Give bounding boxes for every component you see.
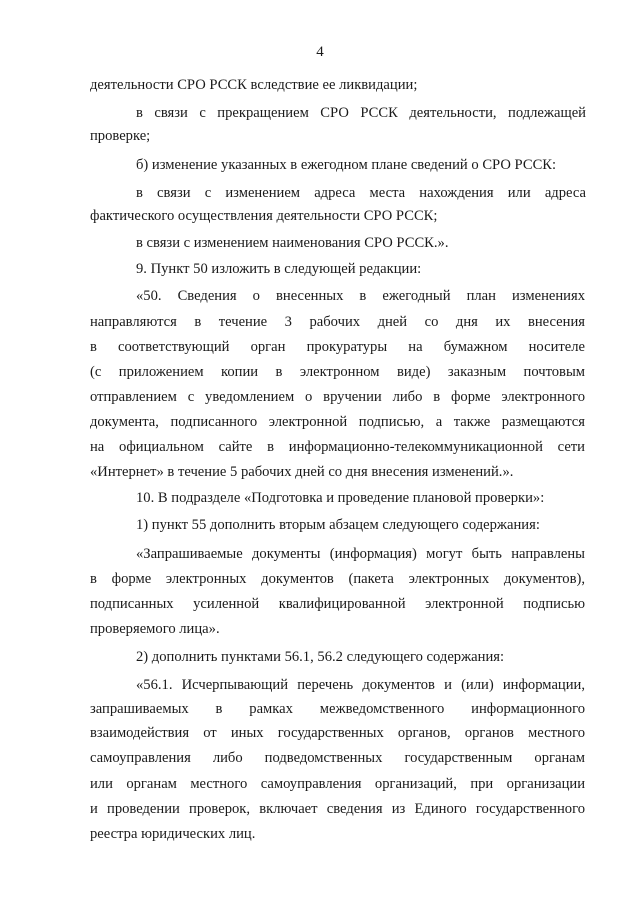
text-line: или органам местного самоуправления организаций, при организации <box>90 776 585 792</box>
text-line: в связи с изменением наименования СРО РССК.». <box>136 235 449 251</box>
text-line: подписанных усиленной квалифицированной электронной подписью <box>90 596 585 612</box>
text-line: проверяемого лица». <box>90 621 220 637</box>
text-line: 9. Пункт 50 изложить в следующей редакции: <box>136 261 422 277</box>
text-line: 10. В подразделе «Подготовка и проведение плановой проверки»: <box>136 490 545 506</box>
text-line: отправлением с уведомлением о вручении либо в форме электронного <box>90 389 585 405</box>
text-line: (с приложением копии в электронном виде) заказным почтовым <box>90 364 585 380</box>
text-line: фактического осуществления деятельности СРО РССК; <box>90 208 438 224</box>
text-line: запрашиваемых в рамках межведомственного информационного <box>90 701 585 717</box>
text-line: на официальном сайте в информационно-телекоммуникационной сети <box>90 439 585 455</box>
text-line: взаимодействия от иных государственных органов, органов местного <box>90 725 585 741</box>
text-line: 1) пункт 55 дополнить вторым абзацем следующего содержания: <box>136 517 540 533</box>
text-line: реестра юридических лиц. <box>90 826 256 842</box>
text-line: «50. Сведения о внесенных в ежегодный план изменениях <box>136 288 585 304</box>
text-line: «56.1. Исчерпывающий перечень документов и (или) информации, <box>136 677 585 693</box>
text-line: проверке; <box>90 128 151 144</box>
text-line: «Интернет» в течение 5 рабочих дней со дня внесения изменений.». <box>90 464 514 480</box>
text-line: «Запрашиваемые документы (информация) могут быть направлены <box>136 546 585 562</box>
text-line: 2) дополнить пунктами 56.1, 56.2 следующего содержания: <box>136 649 505 665</box>
text-line: в связи с изменением адреса места нахождения или адреса <box>136 185 586 201</box>
text-line: в связи с прекращением СРО РССК деятельности, подлежащей <box>136 105 586 121</box>
text-line: деятельности СРО РССК вследствие ее ликвидации; <box>90 77 418 93</box>
page-number: 4 <box>316 44 324 60</box>
text-line: в форме электронных документов (пакета электронных документов), <box>90 571 585 587</box>
text-line: документа, подписанного электронной подписью, а также размещаются <box>90 414 585 430</box>
text-line: направляются в течение 3 рабочих дней со дня их внесения <box>90 314 585 330</box>
text-line: и проведении проверок, включает сведения из Единого государственного <box>90 801 585 817</box>
text-line: самоуправления либо подведомственных государственным органам <box>90 750 585 766</box>
text-line: в соответствующий орган прокуратуры на бумажном носителе <box>90 339 585 355</box>
text-line: б) изменение указанных в ежегодном плане сведений о СРО РССК: <box>136 157 557 173</box>
